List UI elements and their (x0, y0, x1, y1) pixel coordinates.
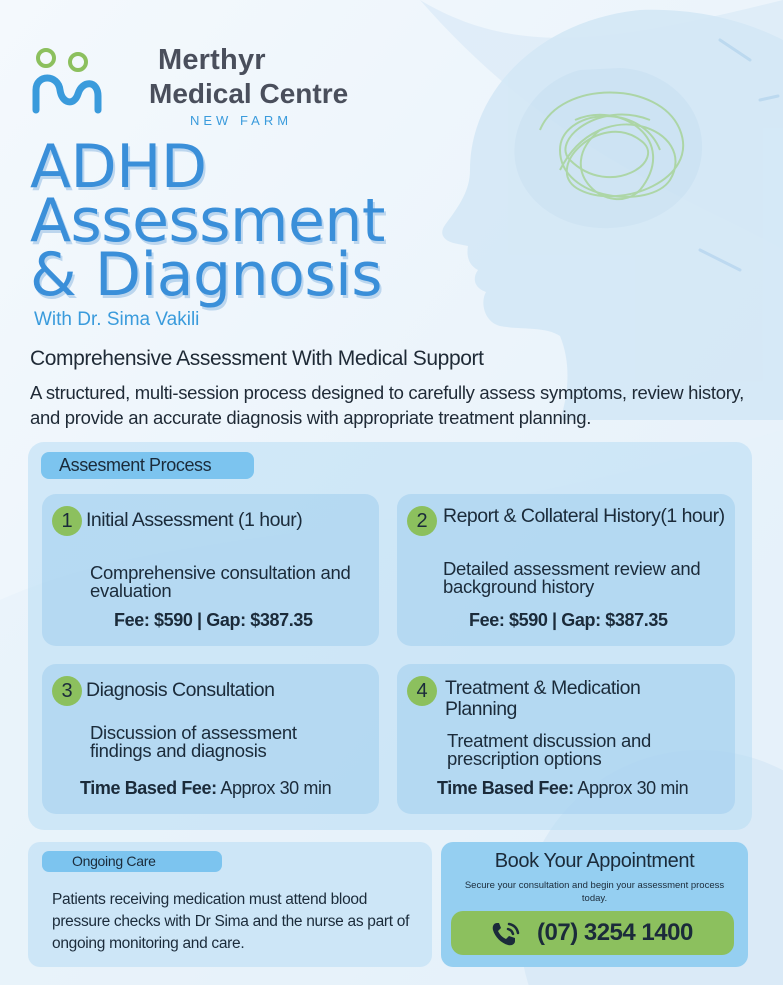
step-description-4: Treatment discussion and prescription options (447, 730, 651, 769)
step-card-2 (397, 494, 735, 646)
brand-name-line1: Merthyr (158, 44, 266, 76)
step-title-4: Treatment & Medication Planning (445, 677, 641, 720)
booking-subtitle: Secure your consultation and begin your assessment process today. (464, 880, 725, 904)
ongoing-care-label: Ongoing Care (42, 851, 222, 872)
step-number-4: 4 (407, 676, 437, 706)
ongoing-care-panel (28, 842, 432, 967)
booking-title: Book Your Appointment (494, 850, 695, 872)
step-fee-4: Time Based Fee: Approx 30 min (437, 778, 689, 798)
step-title-3: Diagnosis Consultation (86, 679, 275, 701)
step-card-4 (397, 664, 735, 814)
page-title (30, 132, 385, 310)
step-number-2: 2 (407, 506, 437, 536)
step-description-3: Discussion of assessment findings and diagnosis (90, 722, 297, 761)
brand-name-line2: Medical Centre (149, 78, 349, 109)
intro-description: A structured, multi-session process designed to carefully assess symptoms, review history, and provide an accurate diagnosis with appropriate treatment planning. (30, 382, 744, 428)
step-fee-3: Time Based Fee: Approx 30 min (80, 778, 332, 798)
step-fee-1: Fee: $590 | Gap: $387.35 (114, 610, 313, 630)
step-card-3 (42, 664, 379, 814)
process-label: Assesment Process (41, 452, 254, 479)
ongoing-care-text: Patients receiving medication must attend blood pressure checks with Dr Sima and the nurse as part of ongoing monitoring and care. (52, 891, 410, 952)
phone-number[interactable]: (07) 3254 1400 (537, 919, 693, 946)
assessment-process-panel (28, 442, 752, 830)
booking-panel (441, 842, 748, 967)
title-line-1: ADHD (30, 132, 207, 202)
brand-logo (32, 44, 349, 128)
step-number-1: 1 (52, 506, 82, 536)
step-description-1: Comprehensive consultation and evaluation (90, 562, 351, 601)
title-line-3: & Diagnosis (30, 240, 383, 310)
step-title-1: Initial Assessment (1 hour) (86, 509, 303, 531)
brand-location: NEW FARM (190, 113, 293, 128)
title-line-2: Assessment (30, 186, 385, 256)
two-people-m-logo-icon (32, 48, 108, 118)
phone-ringing-icon (489, 920, 523, 948)
doctor-subtitle: With Dr. Sima Vakili (34, 309, 200, 330)
step-card-1 (42, 494, 379, 646)
step-title-2: Report & Collateral History(1 hour) (443, 505, 725, 527)
call-phone-button[interactable] (451, 911, 734, 955)
intro-title: Comprehensive Assessment With Medical Support (30, 347, 484, 370)
step-number-3: 3 (52, 676, 82, 706)
step-fee-2: Fee: $590 | Gap: $387.35 (469, 610, 668, 630)
step-description-2: Detailed assessment review and background history (443, 558, 701, 597)
